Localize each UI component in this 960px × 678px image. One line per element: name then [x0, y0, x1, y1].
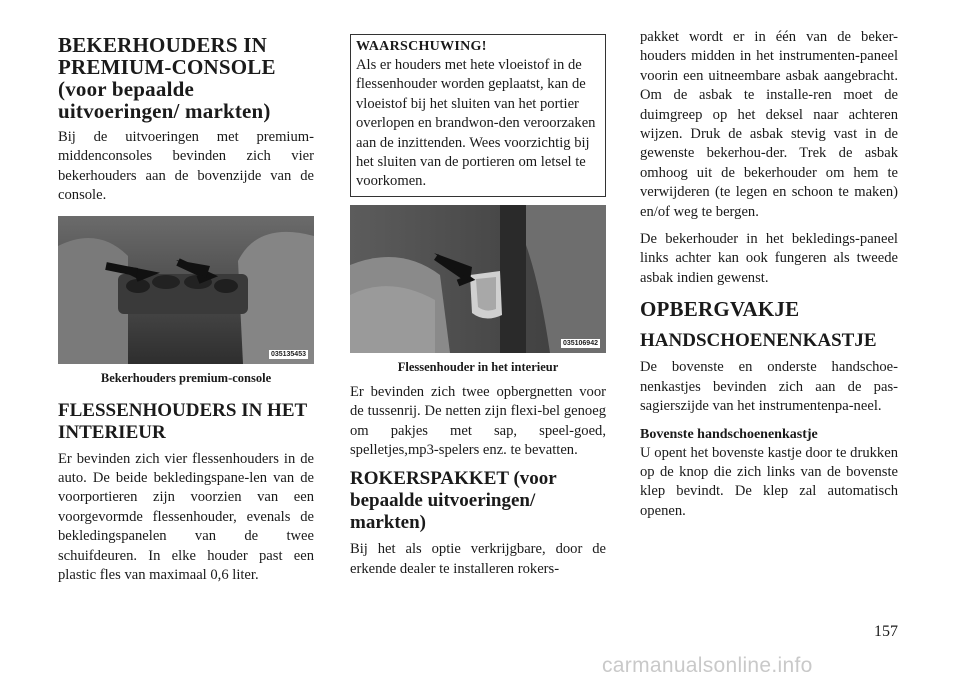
page-number: 157 [874, 623, 898, 640]
bottle-holder-photo [350, 205, 606, 353]
figure-caption: Bekerhouders premium-console [100, 370, 272, 385]
paragraph-second-ashtray: De bekerhouder in het bekledings-paneel links achter kan ook fungeren als tweede asbak indien gewenst. [640, 231, 898, 286]
figure-code: 035106942 [562, 339, 598, 347]
paragraph-storage-nets: Er bevinden zich twee opbergnetten voor de tussenrij. De netten zijn flexi-bel genoeg om pakjes met sap, speel-goed, spelletjes,mp3-spelers enz. te bevatten. [350, 383, 606, 459]
heading-smokers-package: ROKERSPAKKET (voor bepaalde uitvoeringen/ markten) [350, 468, 557, 534]
warning-title: WAARSCHUWING! [356, 39, 487, 54]
heading-storage: OPBERGVAKJE [640, 297, 800, 322]
figure-cupholders [58, 216, 314, 364]
figure-code: 035135453 [270, 350, 306, 358]
heading-upper-glovebox: Bovenste handschoenenkastje [640, 426, 818, 442]
heading-bottle-holders: FLESSENHOUDERS IN HET INTERIEUR [58, 399, 307, 443]
heading-cupholders: BEKERHOUDERS IN PREMIUM-CONSOLE (voor bepaalde uitvoeringen/ markten) [58, 33, 276, 123]
cupholders-photo [58, 216, 314, 364]
figure-caption: Flessenhouder in het interieur [397, 359, 559, 374]
figure-bottle-holder [350, 205, 606, 353]
watermark: carmanualsonline.info [602, 654, 813, 677]
paragraph-glovebox: De bovenste en onderste handschoe-nenkastjes bevinden zich aan de pas-sagierszijde van het instrumentenpa-neel. [640, 359, 898, 415]
paragraph-smokers-package: Bij het als optie verkrijgbare, door de erkende dealer te installeren rokers- [350, 541, 606, 577]
paragraph-cupholders: Bij de uitvoeringen met premium-middenconsoles bevinden zich vier bekerhouders aan de bovenzijde van de console. [58, 129, 314, 204]
paragraph-bottle-holders: Er bevinden zich vier flessenhouders in de auto. De beide bekledingspane-len van de voorportieren zijn voorzien van een voorgevormde flessenhouder, evenals de bekledingspanelen van de twee schuifdeuren. In elke houder past een plastic fles van maximaal 0,6 liter. [58, 450, 314, 584]
paragraph-smokers-continued: pakket wordt er in één van de beker-houders midden in het instrumenten-paneel voorin een uitneembare asbak aangebracht. Om de asbak te installe-ren moet de duimgreep op het deksel naar achteren wijzen. Druk de asbak stevig vast in de gewenste bekerhou-der. Trek de asbak omhoog uit de bekerhouder om hem te verwijderen (te legen en schoon te maken) en/of weg te bergen. [640, 29, 898, 220]
warning-text: Als er houders met hete vloeistof in de flessenhouder worden geplaatst, kan de vloeistof bij het sluiten van het portier overlopen en brandwon-den veroorzaken aan de inzittenden. Wees voorzichtig bij het sluiten van de portieren om letsel te voorkomen. [356, 57, 596, 190]
warning-box [350, 34, 606, 197]
heading-glovebox: HANDSCHOENENKASTJE [640, 330, 877, 352]
column-left [58, 34, 314, 585]
column-middle [350, 34, 606, 579]
column-right [640, 28, 898, 521]
paragraph-upper-glovebox: U opent het bovenste kastje door te drukken op de knop die zich links van de bovenste klep bevindt. De klep zal automatisch openen. [640, 444, 898, 519]
